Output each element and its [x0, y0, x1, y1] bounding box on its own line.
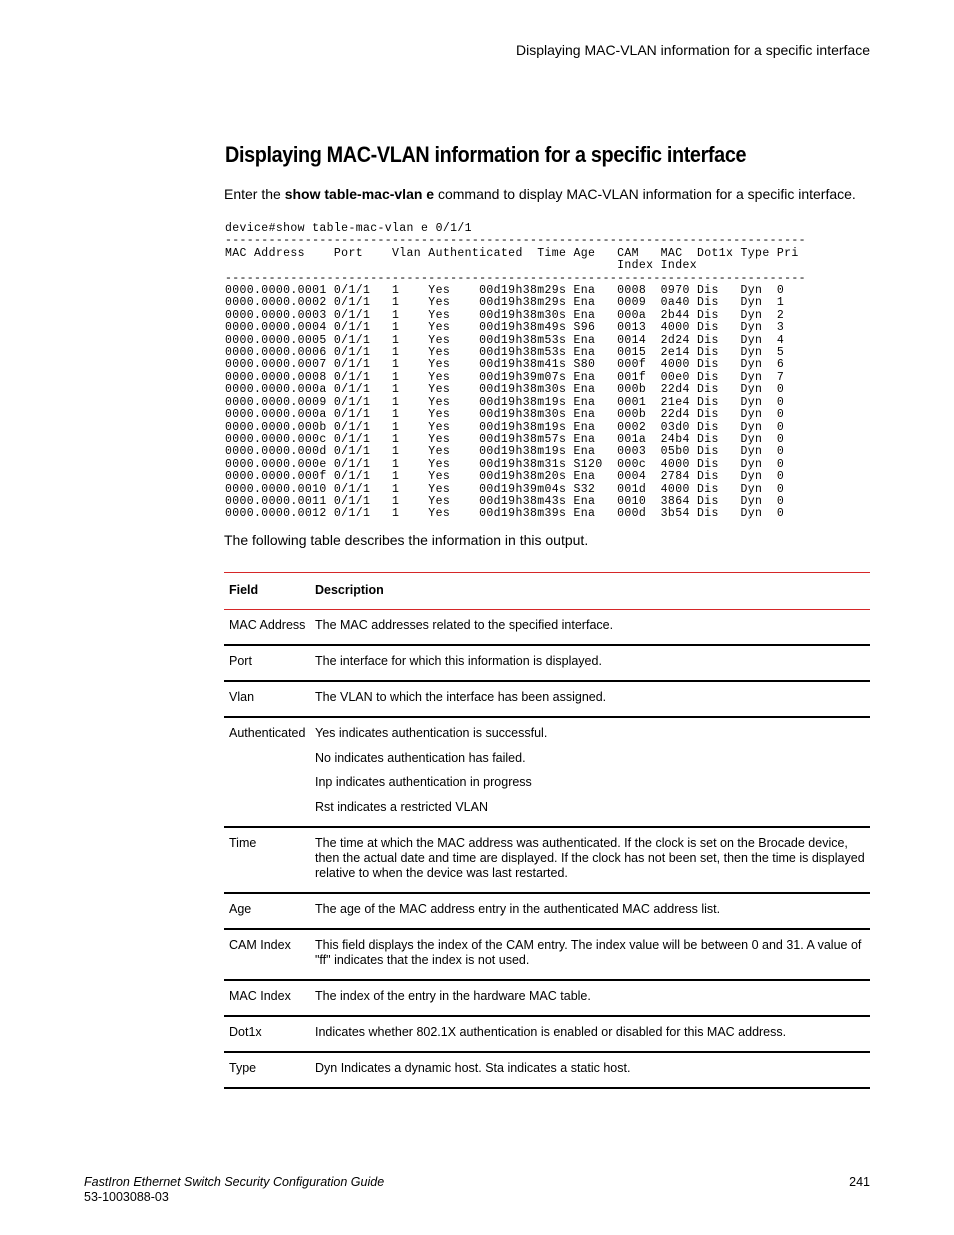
intro-prefix: Enter the [224, 186, 285, 202]
table-intro-text: The following table describes the information in this output. [224, 532, 589, 548]
description-line: Dyn Indicates a dynamic host. Sta indicates a static host. [315, 1060, 631, 1075]
description-line: Yes indicates authentication is successful. [315, 726, 548, 740]
field-name-cell: Vlan [224, 681, 310, 717]
description-line: The MAC addresses related to the specified interface. [315, 618, 614, 632]
intro-command: show table-mac-vlan e [284, 186, 435, 202]
table-row [224, 827, 870, 893]
description-line: The age of the MAC address entry in the authenticated MAC address list. [315, 901, 721, 916]
cli-output-block: device#show table-mac-vlan e 0/1/1 -------------------------------------------------------------------------------- MAC Address Port Vlan Authenticated Time Age CAM MAC Dot1x Type Pri Index Index -------------------------------------------------------------------------------- 0000.0000.0001 0/1/1 1 Yes 00d19h38m29s Ena 0008 0970 Dis Dyn 0 0000.0000.0002 0/1/1 1 Yes 00d19h38m29s Ena 0009 0a40 Dis Dyn 1 0000.0000.0003 0/1/1 1 Yes 00d19h38m30s Ena 000a 2b44 Dis Dyn 2 0000.0000.0004 0/1/1 1 Yes 00d19h38m49s S96 0013 4000 Dis Dyn 3 0000.0000.0005 0/1/1 1 Yes 00d19h38m53s Ena 0014 2d24 Dis Dyn 4 0000.0000.0006 0/1/1 1 Yes 00d19h38m53s Ena 0015 2e14 Dis Dyn 5 0000.0000.0007 0/1/1 1 Yes 00d19h38m41s S80 000f 4000 Dis Dyn 6 0000.0000.0008 0/1/1 1 Yes 00d19h39m07s Ena 001f 00e0 Dis Dyn 7 0000.0000.000a 0/1/1 1 Yes 00d19h38m30s Ena 000b 22d4 Dis Dyn 0 0000.0000.0009 0/1/1 1 Yes 00d19h38m19s Ena 0001 21e4 Dis Dyn 0 0000.0000.000a 0/1/1 1 Yes 00d19h38m30s Ena 000b 22d4 Dis Dyn 0 0000.0000.000b 0/1/1 1 Yes 00d19h38m19s Ena 0002 03d0 Dis Dyn 0 0000.0000.000c 0/1/1 1 Yes 00d19h38m57s Ena 001a 24b4 Dis Dyn 0 0000.0000.000d 0/1/1 1 Yes 00d19h38m19s Ena 0003 05b0 Dis Dyn 0 0000.0000.000e 0/1/1 1 Yes 00d19h38m31s S120 000c 4000 Dis Dyn 0 0000.0000.000f 0/1/1 1 Yes 00d19h38m20s Ena 0004 2784 Dis Dyn 0 0000.0000.0010 0/1/1 1 Yes 00d19h39m04s S32 001d 4000 Dis Dyn 0 0000.0000.0011 0/1/1 1 Yes 00d19h38m43s Ena 0010 3864 Dis Dyn 0 0000.0000.0012 0/1/1 1 Yes 00d19h38m39s Ena 000d 3b54 Dis Dyn 0 [225, 222, 806, 521]
field-name-cell: Type [224, 1052, 310, 1088]
intro-paragraph [224, 185, 856, 203]
field-description-cell [310, 1016, 870, 1052]
intro-suffix: command to display MAC-VLAN information for a specific interface. [434, 186, 856, 202]
description-line: Rst indicates a restricted VLAN [315, 799, 488, 814]
field-name-cell: MAC Index [224, 980, 310, 1016]
table-row [224, 980, 870, 1016]
table-row [224, 681, 870, 717]
footer-page-number: 241 [849, 1175, 870, 1189]
table-header-row [224, 573, 870, 610]
header-description: Description [310, 573, 870, 610]
field-name-cell: Time [224, 827, 310, 893]
field-description-cell [310, 645, 870, 681]
footer-left [84, 1175, 384, 1205]
description-line: The time at which the MAC address was authenticated. If the clock is set on the Brocade device, then the actual date and time are displayed. If the clock has not been set, then the time is displayed relative to when the device was last restarted. [315, 835, 865, 880]
table-row [224, 717, 870, 827]
table-row [224, 610, 870, 646]
field-name-cell: Age [224, 893, 310, 929]
table-body [224, 610, 870, 1088]
description-line: The VLAN to which the interface has been assigned. [315, 690, 607, 704]
footer-doc-number: 53-1003088-03 [84, 1190, 169, 1204]
description-line: Indicates whether 802.1X authentication is enabled or disabled for this MAC address. [315, 1024, 787, 1039]
description-line: No indicates authentication has failed. [315, 750, 526, 765]
table-row [224, 929, 870, 980]
section-title: Displaying MAC-VLAN information for a specific interface [225, 142, 747, 167]
field-name-cell: Dot1x [224, 1016, 310, 1052]
field-description-cell [310, 929, 870, 980]
field-name-cell: MAC Address [224, 610, 310, 646]
field-name-cell: Authenticated [224, 717, 310, 827]
running-header: Displaying MAC-VLAN information for a specific interface [515, 42, 870, 58]
footer-guide-title: FastIron Ethernet Switch Security Configuration Guide [84, 1175, 385, 1189]
field-description-cell [310, 893, 870, 929]
field-description-cell [310, 827, 870, 893]
field-description-cell [310, 980, 870, 1016]
header-field: Field [224, 573, 310, 610]
field-description-cell [310, 610, 870, 646]
description-line: The interface for which this information is displayed. [315, 654, 602, 668]
field-name-cell: Port [224, 645, 310, 681]
field-description-cell [310, 681, 870, 717]
field-description-table [224, 572, 870, 1089]
description-line: This field displays the index of the CAM entry. The index value will be between 0 and 31. A value of "ff" indicates that the index is not used. [315, 937, 862, 967]
field-description-cell [310, 1052, 870, 1088]
table-row [224, 1016, 870, 1052]
table-row [224, 1052, 870, 1088]
field-description-cell [310, 717, 870, 827]
table-row [224, 645, 870, 681]
table-row [224, 893, 870, 929]
description-line: Inp indicates authentication in progress [315, 775, 532, 789]
description-line: The index of the entry in the hardware MAC table. [315, 988, 591, 1003]
field-name-cell: CAM Index [224, 929, 310, 980]
